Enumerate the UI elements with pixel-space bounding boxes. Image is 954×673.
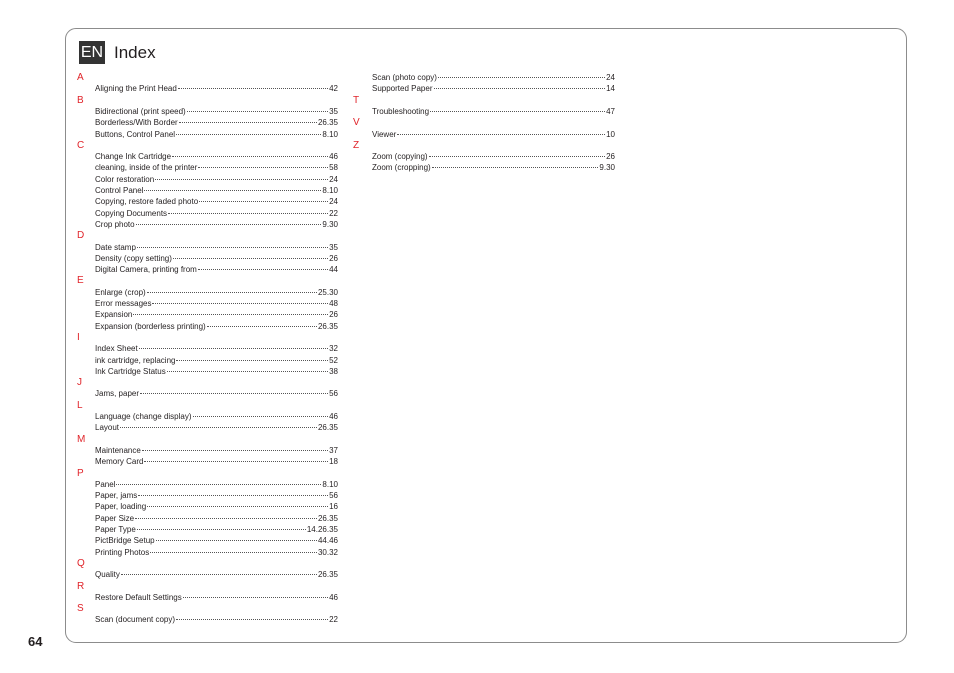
index-entry (95, 355, 338, 366)
entry-term: Expansion (borderless printing) (95, 321, 206, 331)
dot-leader (176, 619, 328, 620)
entry-page: 48 (329, 299, 338, 308)
dot-leader (136, 224, 322, 225)
index-entry (95, 151, 338, 162)
section-letter: I (77, 331, 80, 343)
dot-leader (144, 190, 321, 191)
section-letter: J (77, 377, 82, 389)
entry-page: 24 (329, 174, 338, 184)
entry-term: Error messages (95, 299, 152, 308)
index-entry (372, 162, 615, 173)
dot-leader (193, 416, 329, 417)
entry-page: 32 (329, 344, 338, 354)
entry-page: 26 (606, 152, 615, 162)
entry-term: Jams, paper (95, 389, 140, 399)
dot-leader (187, 111, 328, 112)
entry-term: Language (change display) (95, 412, 192, 421)
index-entry (95, 321, 338, 332)
entry-page: 14 (606, 84, 615, 94)
section-letter: T (353, 94, 360, 106)
dot-leader (173, 258, 328, 259)
index-entry (95, 117, 338, 128)
index-entry (95, 185, 338, 196)
dot-leader (152, 303, 328, 304)
dot-leader (172, 156, 328, 157)
section-letter: Z (353, 139, 360, 151)
entry-page: 10 (606, 129, 615, 139)
entry-term: Expansion (95, 310, 133, 320)
index-entry (95, 162, 338, 173)
dot-leader (138, 495, 328, 496)
index-entry (95, 219, 338, 230)
entry-term: Color restoration (95, 174, 155, 184)
index-entry (95, 264, 338, 275)
entry-page: 9.30 (322, 219, 338, 229)
index-entry (95, 614, 338, 625)
dot-leader (150, 552, 317, 553)
index-entry (372, 129, 615, 140)
dot-leader (176, 134, 321, 135)
entry-page: 30.32 (317, 547, 338, 557)
entry-term: Digital Camera, printing from (95, 265, 197, 275)
index-entry (95, 411, 338, 422)
dot-leader (179, 122, 317, 123)
section-letter: E (77, 275, 84, 287)
entry-page: 46 (329, 152, 338, 162)
entry-page: 35 (329, 242, 338, 252)
entry-term: Density (copy setting) (95, 253, 172, 263)
entry-term: Crop photo (95, 219, 135, 229)
entry-page: 42 (329, 84, 338, 94)
entry-page: 44 (329, 265, 338, 275)
section-letter: V (353, 117, 360, 129)
entry-page: 22 (329, 615, 338, 625)
index-entry (95, 501, 338, 512)
entry-term: Restore Default Settings (95, 592, 182, 602)
section-letter: L (77, 399, 83, 411)
entry-term: Control Panel (95, 186, 144, 195)
dot-leader (432, 167, 599, 168)
index-entry (372, 106, 615, 117)
dot-leader (397, 134, 605, 135)
entry-term: Change Ink Cartridge (95, 152, 172, 162)
entry-term: Scan (photo copy) (372, 73, 437, 82)
index-entry (95, 366, 338, 377)
entry-term: Layout (95, 423, 120, 433)
index-entry (95, 524, 338, 535)
index-entry (372, 151, 615, 162)
section-letter: P (77, 467, 84, 479)
entry-page: 47 (606, 106, 615, 116)
dot-leader (133, 314, 328, 315)
entry-page: 24 (329, 197, 338, 207)
index-entry (95, 445, 338, 456)
section-letter: M (77, 433, 86, 445)
dot-leader (135, 518, 317, 519)
entry-term: Copying, restore faded photo (95, 197, 199, 207)
dot-leader (144, 461, 328, 462)
index-entry (95, 490, 338, 501)
dot-leader (139, 348, 328, 349)
entry-page: 26.35 (317, 118, 338, 128)
entry-page: 26 (329, 310, 338, 320)
entry-term: Date stamp (95, 242, 136, 252)
index-entry (95, 535, 338, 546)
entry-page: 8.10 (322, 479, 338, 489)
entry-term: Maintenance (95, 445, 141, 455)
index-entry (95, 343, 338, 354)
entry-term: Quality (95, 570, 120, 580)
entry-page: 44.46 (317, 536, 338, 546)
index-entry (95, 208, 338, 219)
index-entry (95, 422, 338, 433)
index-entry (95, 196, 338, 207)
dot-leader (176, 360, 328, 361)
entry-term: Bidirectional (print speed) (95, 106, 186, 116)
dot-leader (116, 484, 321, 485)
dot-leader (147, 506, 328, 507)
dot-leader (207, 326, 317, 327)
index-entry (95, 569, 338, 580)
entry-page: 16 (329, 502, 338, 512)
entry-term: Supported Paper (372, 84, 433, 94)
dot-leader (155, 179, 328, 180)
section-letter: S (77, 603, 84, 615)
index-entry (95, 513, 338, 524)
entry-page: 14.26.35 (306, 525, 338, 534)
dot-leader (429, 156, 606, 157)
dot-leader (121, 574, 317, 575)
entry-term: Ink Cartridge Status (95, 366, 166, 376)
entry-term: Troubleshooting (372, 106, 430, 116)
dot-leader (438, 77, 605, 78)
index-entry (95, 129, 338, 140)
index-entry (95, 479, 338, 490)
page-number: 64 (28, 634, 43, 649)
entry-term: ink cartridge, replacing (95, 355, 176, 365)
entry-page: 46 (329, 412, 338, 421)
entry-term: Buttons, Control Panel (95, 129, 176, 139)
index-entry (95, 253, 338, 264)
page-title: Index (114, 43, 156, 62)
entry-page: 25.30 (317, 287, 338, 297)
entry-page: 26.35 (317, 423, 338, 433)
entry-page: 56 (329, 491, 338, 501)
entry-term: Paper, loading (95, 502, 147, 512)
entry-page: 52 (329, 355, 338, 365)
entry-page: 26.35 (317, 570, 338, 580)
entry-term: Aligning the Print Head (95, 84, 177, 94)
section-letter: A (77, 72, 84, 83)
entry-page: 9.30 (599, 163, 615, 173)
entry-term: Paper Size (95, 513, 135, 523)
index-entry (95, 174, 338, 185)
entry-term: Copying Documents (95, 208, 168, 218)
entry-term: PictBridge Setup (95, 536, 155, 546)
entry-term: Index Sheet (95, 344, 138, 354)
entry-term: Borderless/With Border (95, 118, 178, 128)
section-letter: B (77, 94, 84, 106)
dot-leader (167, 371, 328, 372)
index-entry (95, 592, 338, 603)
index-entry (95, 456, 338, 467)
dot-leader (198, 269, 328, 270)
index-entry (95, 298, 338, 309)
dot-leader (178, 88, 328, 89)
entry-term: Paper, jams (95, 491, 138, 501)
entry-page: 22 (329, 208, 338, 218)
language-badge: EN (79, 41, 105, 64)
index-entry (95, 547, 338, 558)
entry-page: 35 (329, 106, 338, 116)
section-letter: R (77, 580, 85, 592)
entry-page: 18 (329, 457, 338, 467)
dot-leader (137, 529, 306, 530)
dot-leader (147, 292, 317, 293)
entry-page: 26.35 (317, 321, 338, 331)
index-entry (95, 106, 338, 117)
dot-leader (183, 597, 328, 598)
dot-leader (198, 167, 328, 168)
entry-term: Enlarge (crop) (95, 287, 146, 297)
index-entry (95, 242, 338, 253)
entry-term: Panel (95, 479, 116, 489)
dot-leader (168, 213, 328, 214)
dot-leader (137, 247, 328, 248)
dot-leader (142, 450, 328, 451)
entry-page: 26 (329, 253, 338, 263)
entry-term: Memory Card (95, 457, 144, 467)
dot-leader (156, 540, 317, 541)
index-entry (95, 287, 338, 298)
dot-leader (434, 88, 606, 89)
entry-term: Paper Type (95, 525, 136, 534)
index-entry (372, 83, 615, 94)
entry-page: 24 (606, 73, 615, 82)
entry-page: 8.10 (322, 186, 338, 195)
index-entry (95, 309, 338, 320)
entry-page: 8.10 (322, 129, 338, 139)
entry-term: Printing Photos (95, 547, 150, 557)
entry-term: Zoom (copying) (372, 152, 428, 162)
dot-leader (140, 393, 328, 394)
section-letter: C (77, 139, 85, 151)
entry-term: Zoom (cropping) (372, 163, 431, 173)
entry-page: 46 (329, 592, 338, 602)
entry-page: 26.35 (317, 513, 338, 523)
index-entry (95, 83, 338, 94)
dot-leader (430, 111, 605, 112)
entry-term: Scan (document copy) (95, 615, 176, 625)
section-letter: Q (77, 557, 85, 569)
entry-page: 38 (329, 366, 338, 376)
entry-term: Viewer (372, 129, 397, 139)
dot-leader (120, 427, 317, 428)
dot-leader (199, 201, 328, 202)
entry-term: cleaning, inside of the printer (95, 163, 198, 173)
entry-page: 37 (329, 445, 338, 455)
entry-page: 56 (329, 389, 338, 399)
entry-page: 58 (329, 163, 338, 173)
index-entry (95, 388, 338, 399)
index-entry (372, 72, 615, 83)
section-letter: D (77, 230, 85, 242)
